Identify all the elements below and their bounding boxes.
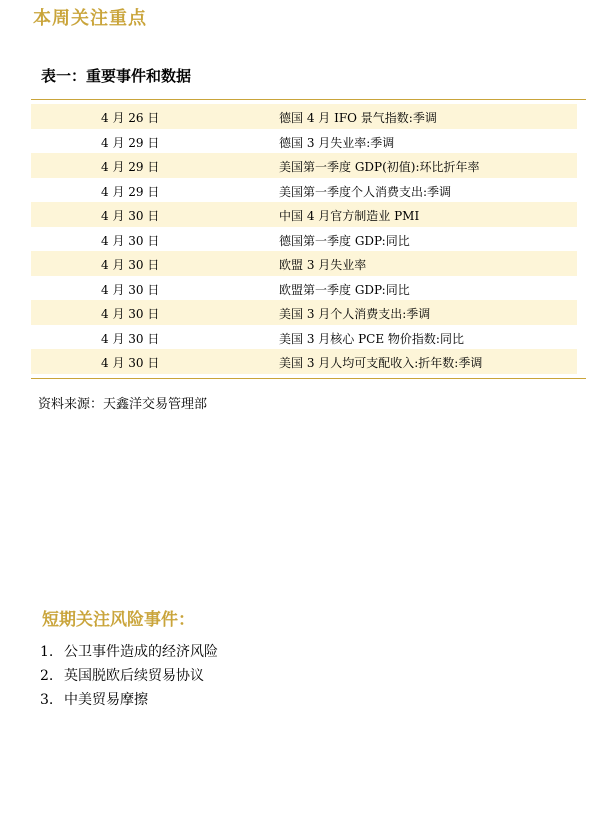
event-name: 美国 3 月人均可支配收入:折年数:季调 bbox=[279, 356, 483, 370]
table-bottom-rule bbox=[31, 378, 586, 379]
event-name: 欧盟 3 月失业率 bbox=[279, 258, 367, 272]
event-date: 4 月 30 日 bbox=[101, 258, 160, 272]
list-item bbox=[40, 641, 218, 665]
events-table bbox=[31, 104, 577, 374]
event-date: 4 月 29 日 bbox=[101, 184, 160, 199]
event-name: 德国 3 月失业率:季调 bbox=[279, 135, 395, 150]
event-date: 4 月 30 日 bbox=[101, 282, 160, 297]
list-item-number: 2. bbox=[40, 668, 54, 684]
event-date: 4 月 29 日 bbox=[101, 135, 160, 150]
table-row bbox=[31, 104, 577, 129]
list-item bbox=[40, 665, 218, 689]
list-item-number: 1. bbox=[40, 644, 54, 660]
table-row bbox=[31, 227, 577, 252]
event-name: 德国 4 月 IFO 景气指数:季调 bbox=[279, 111, 437, 125]
event-name: 美国第一季度个人消费支出:季调 bbox=[279, 184, 452, 199]
section-title: 本周关注重点 bbox=[33, 8, 147, 29]
event-date: 4 月 30 日 bbox=[101, 331, 160, 346]
table-row bbox=[31, 300, 577, 325]
event-date: 4 月 26 日 bbox=[101, 111, 160, 125]
table-row bbox=[31, 251, 577, 276]
table-row bbox=[31, 325, 577, 350]
event-date: 4 月 29 日 bbox=[101, 160, 160, 174]
event-name: 美国第一季度 GDP(初值):环比折年率 bbox=[279, 160, 480, 174]
event-name: 美国 3 月核心 PCE 物价指数:同比 bbox=[279, 331, 464, 346]
event-date: 4 月 30 日 bbox=[101, 356, 160, 370]
list-item-number: 3. bbox=[40, 692, 54, 708]
event-name: 中国 4 月官方制造业 PMI bbox=[279, 209, 420, 223]
risk-list bbox=[40, 641, 218, 713]
event-name: 美国 3 月个人消费支出:季调 bbox=[279, 307, 431, 321]
event-date: 4 月 30 日 bbox=[101, 233, 160, 248]
event-date: 4 月 30 日 bbox=[101, 307, 160, 321]
event-name: 德国第一季度 GDP:同比 bbox=[279, 233, 410, 248]
table-row bbox=[31, 276, 577, 301]
table-top-rule bbox=[31, 99, 586, 100]
list-item-text: 中美贸易摩擦 bbox=[64, 692, 148, 708]
table-row bbox=[31, 153, 577, 178]
table-row bbox=[31, 202, 577, 227]
table-row bbox=[31, 178, 577, 203]
source-note: 资料来源：天鑫洋交易管理部 bbox=[38, 397, 208, 412]
table-row bbox=[31, 129, 577, 154]
list-item-text: 公卫事件造成的经济风险 bbox=[64, 644, 218, 660]
event-date: 4 月 30 日 bbox=[101, 209, 160, 223]
list-item bbox=[40, 689, 218, 713]
table-row bbox=[31, 349, 577, 374]
risk-section-title: 短期关注风险事件： bbox=[42, 610, 195, 630]
table-title: 表一：重要事件和数据 bbox=[41, 67, 192, 85]
list-item-text: 英国脱欧后续贸易协议 bbox=[64, 668, 204, 684]
event-name: 欧盟第一季度 GDP:同比 bbox=[279, 282, 410, 297]
